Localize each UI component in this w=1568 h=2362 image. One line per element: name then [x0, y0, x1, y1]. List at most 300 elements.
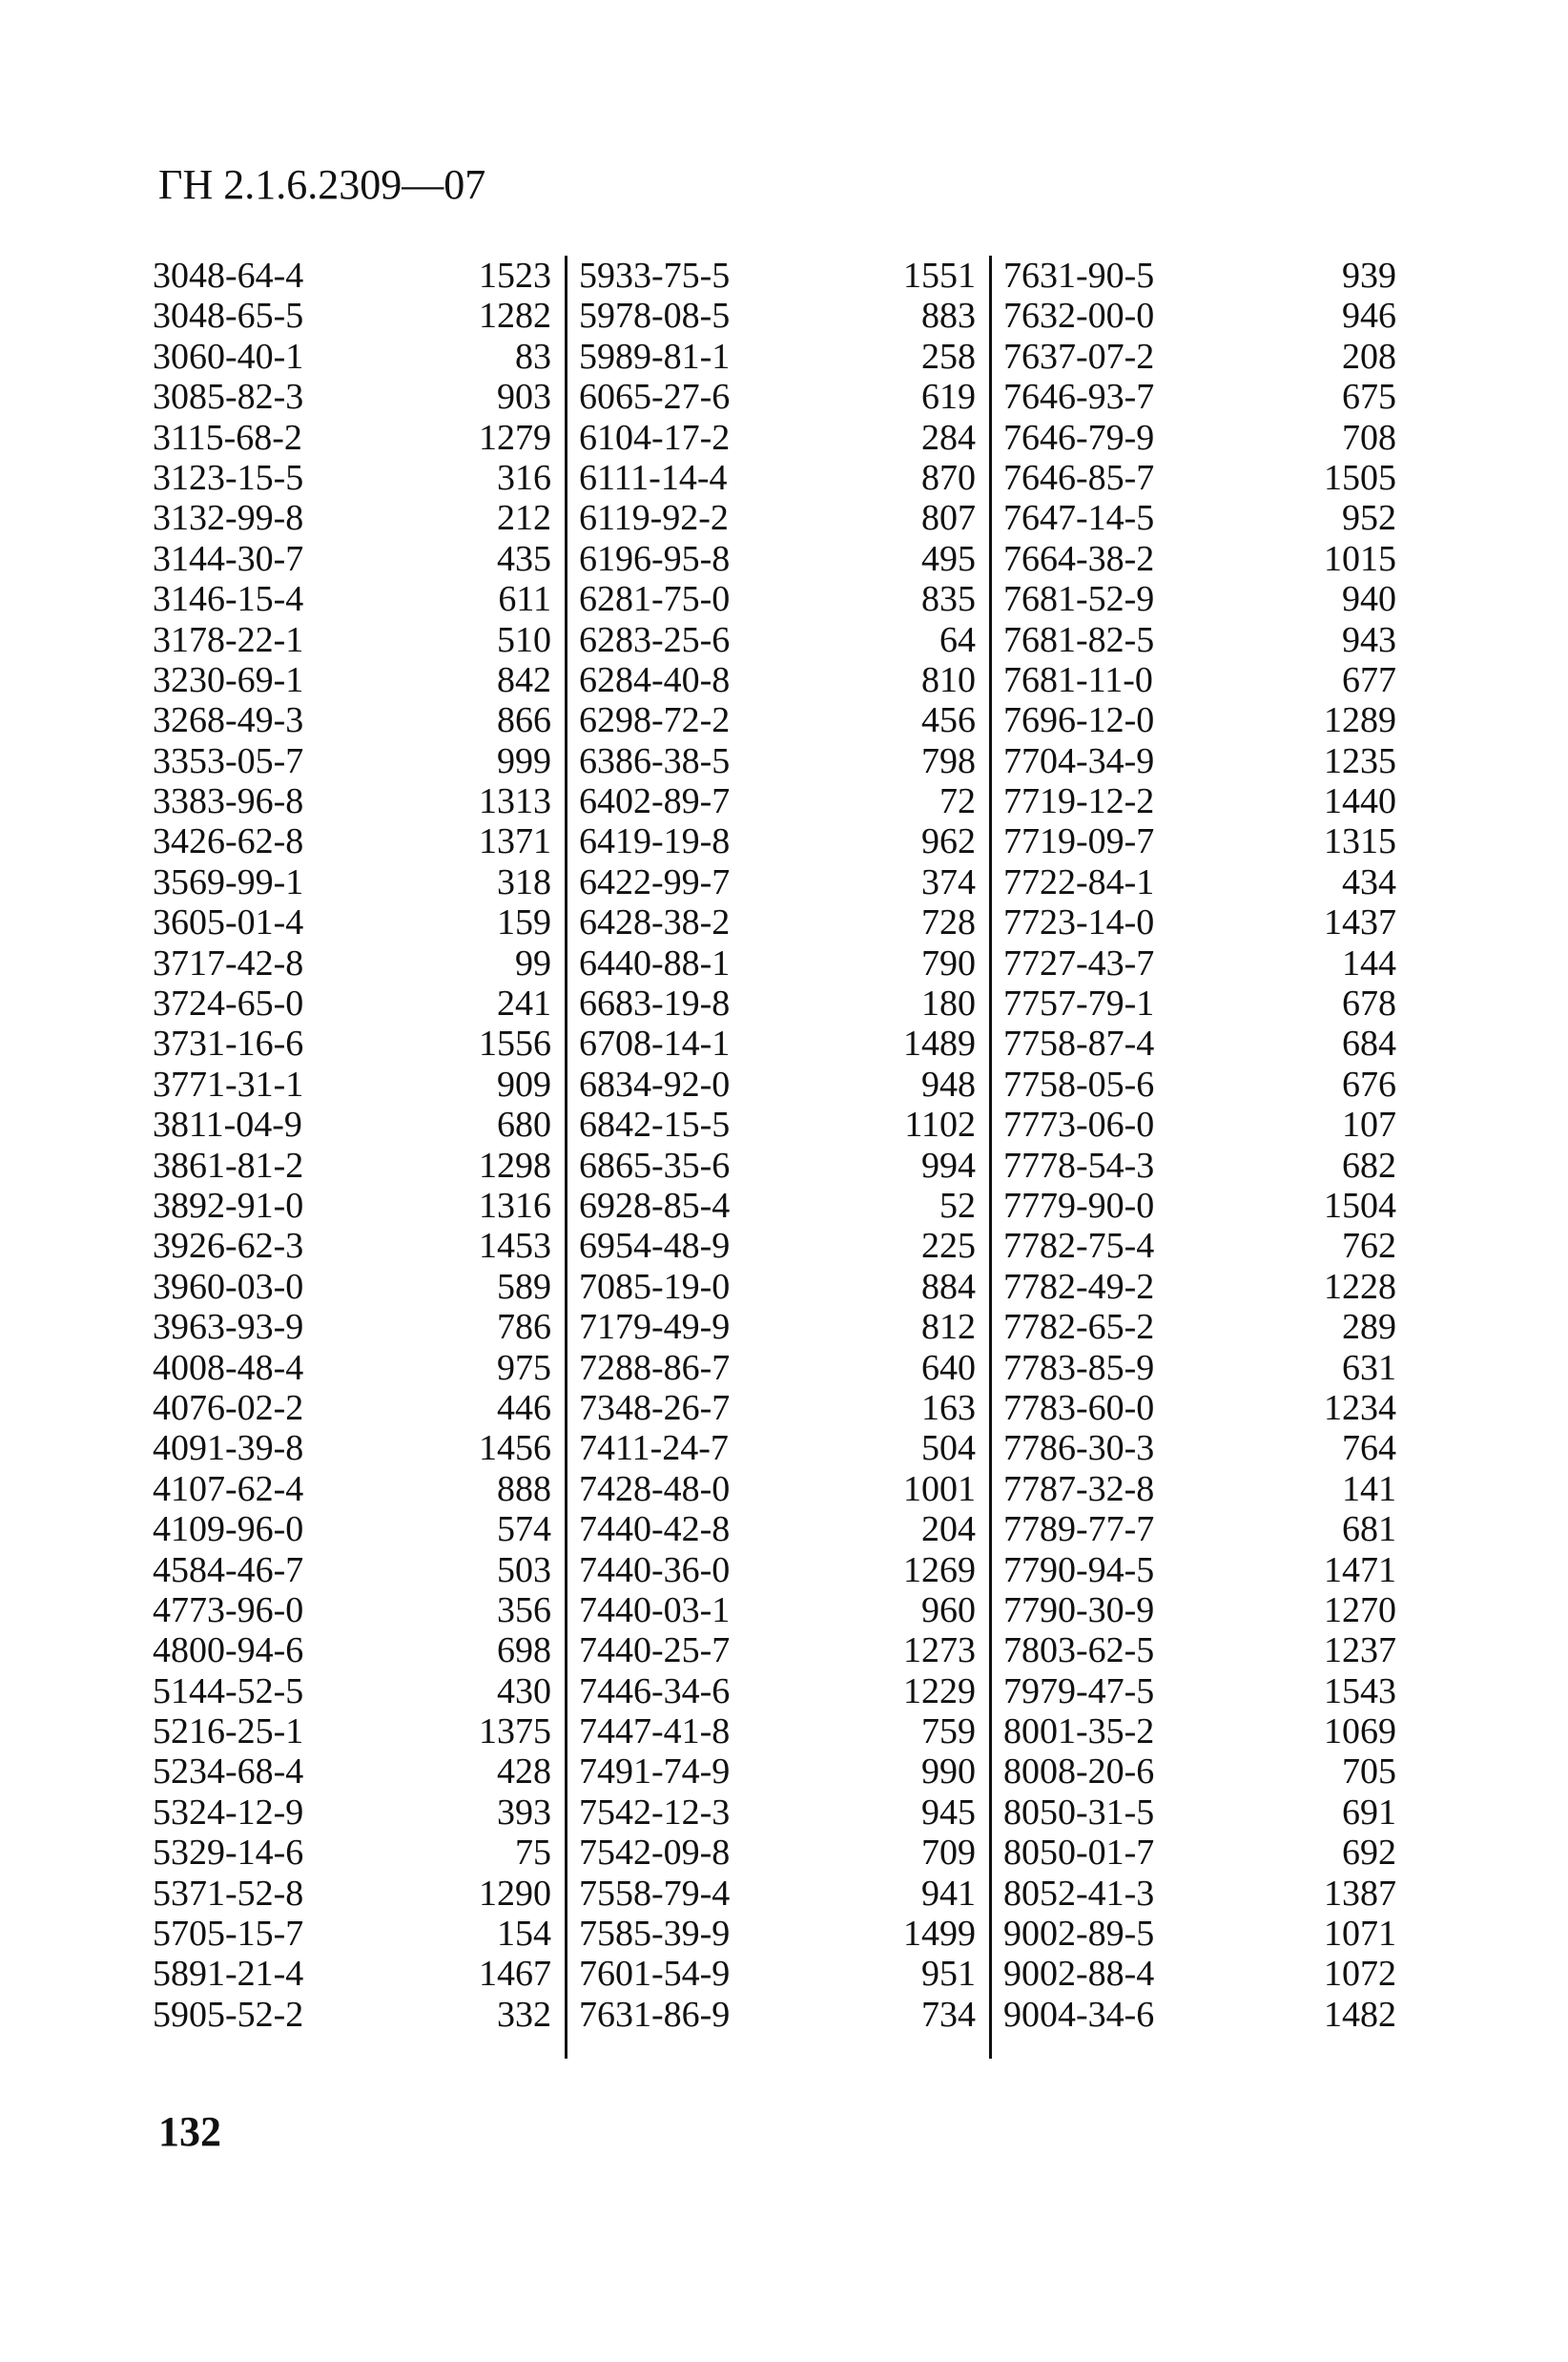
cas-number: 3771-31-1 — [153, 1064, 304, 1105]
entry-number: 1001 — [903, 1468, 976, 1509]
index-row — [153, 539, 565, 579]
cas-number: 7585-39-9 — [579, 1914, 731, 1955]
cas-number: 9004-34-6 — [1003, 1994, 1155, 2035]
entry-number: 1279 — [479, 417, 551, 458]
page-number: 132 — [158, 2108, 221, 2155]
cas-number: 3144-30-7 — [153, 538, 304, 579]
entry-number: 790 — [921, 943, 976, 984]
cas-number: 5371-52-8 — [153, 1873, 304, 1914]
cas-number: 7440-36-0 — [579, 1549, 731, 1590]
entry-number: 759 — [921, 1711, 976, 1752]
cas-number: 7288-86-7 — [579, 1347, 731, 1388]
index-row — [567, 1469, 989, 1509]
cas-number: 7085-19-0 — [579, 1266, 731, 1307]
cas-number: 7783-60-0 — [1003, 1387, 1155, 1428]
entry-number: 807 — [921, 498, 976, 539]
cas-number: 6119-92-2 — [579, 498, 729, 539]
index-row — [992, 781, 1412, 821]
entry-number: 681 — [1342, 1509, 1396, 1550]
cas-number: 7447-41-8 — [579, 1711, 731, 1752]
cas-number: 7558-79-4 — [579, 1873, 731, 1914]
index-column-1 — [153, 256, 565, 2059]
cas-number: 7723-14-0 — [1003, 902, 1155, 943]
entry-number: 1316 — [479, 1185, 551, 1226]
index-row — [992, 1428, 1412, 1468]
entry-number: 786 — [497, 1307, 551, 1348]
cas-number: 4091-39-8 — [153, 1428, 304, 1469]
index-row — [567, 539, 989, 579]
index-row — [153, 1874, 565, 1914]
index-row — [153, 1226, 565, 1266]
index-row — [992, 1954, 1412, 1994]
entry-number: 1375 — [479, 1711, 551, 1752]
entry-number: 1551 — [903, 256, 976, 296]
index-row — [992, 1024, 1412, 1064]
page-header: ГН 2.1.6.2309—07 — [158, 161, 486, 208]
cas-number: 5324-12-9 — [153, 1792, 304, 1833]
cas-number: 7440-25-7 — [579, 1630, 731, 1671]
entry-number: 1313 — [479, 781, 551, 822]
index-row — [567, 1388, 989, 1428]
index-row — [153, 1792, 565, 1833]
index-row — [567, 1833, 989, 1873]
index-row — [567, 1590, 989, 1630]
index-row — [567, 1509, 989, 1549]
cas-number: 6834-92-0 — [579, 1064, 731, 1105]
cas-number: 7348-26-7 — [579, 1387, 731, 1428]
index-row — [992, 1348, 1412, 1388]
entry-number: 960 — [921, 1589, 976, 1630]
index-row — [153, 1550, 565, 1590]
cas-number: 7631-86-9 — [579, 1994, 731, 2035]
cas-number: 3892-91-0 — [153, 1185, 304, 1226]
entry-number: 141 — [1342, 1468, 1396, 1509]
cas-number: 3123-15-5 — [153, 457, 304, 498]
entry-number: 1456 — [479, 1428, 551, 1469]
cas-number: 7782-75-4 — [1003, 1226, 1155, 1267]
index-row — [567, 700, 989, 740]
entry-number: 1467 — [479, 1954, 551, 1995]
index-row — [567, 902, 989, 943]
entry-number: 1015 — [1324, 538, 1396, 579]
index-row — [992, 1792, 1412, 1833]
index-row — [153, 1914, 565, 1954]
index-row — [992, 741, 1412, 781]
entry-number: 435 — [497, 538, 551, 579]
entry-number: 883 — [921, 296, 976, 337]
cas-number: 7719-09-7 — [1003, 821, 1155, 862]
entry-number: 1523 — [479, 256, 551, 296]
index-row — [567, 1307, 989, 1347]
index-row — [153, 1105, 565, 1145]
entry-number: 72 — [939, 781, 976, 822]
cas-number: 5933-75-5 — [579, 256, 731, 296]
entry-number: 1229 — [903, 1670, 976, 1711]
entry-number: 764 — [1342, 1428, 1396, 1469]
cas-number: 7446-34-6 — [579, 1670, 731, 1711]
index-row — [567, 1751, 989, 1792]
cas-number: 7773-06-0 — [1003, 1105, 1155, 1146]
index-row — [992, 579, 1412, 619]
cas-number: 7542-12-3 — [579, 1792, 731, 1833]
entry-number: 734 — [921, 1994, 976, 2035]
entry-number: 1235 — [1324, 740, 1396, 781]
index-column-2 — [565, 256, 989, 2059]
cas-number: 6683-19-8 — [579, 984, 731, 1025]
entry-number: 962 — [921, 821, 976, 862]
cas-number: 6428-38-2 — [579, 902, 731, 943]
cas-number: 6104-17-2 — [579, 417, 731, 458]
cas-number: 7440-03-1 — [579, 1589, 731, 1630]
cas-number: 6284-40-8 — [579, 659, 731, 700]
cas-number: 3426-62-8 — [153, 821, 304, 862]
index-row — [567, 1186, 989, 1226]
entry-number: 208 — [1342, 336, 1396, 377]
cas-number: 8050-31-5 — [1003, 1792, 1155, 1833]
cas-number: 7601-54-9 — [579, 1954, 731, 1995]
entry-number: 951 — [921, 1954, 976, 1995]
cas-number: 3569-99-1 — [153, 861, 304, 902]
index-row — [992, 256, 1412, 296]
index-row — [992, 862, 1412, 902]
entry-number: 678 — [1342, 984, 1396, 1025]
entry-number: 994 — [921, 1145, 976, 1186]
index-row — [153, 1995, 565, 2035]
entry-number: 866 — [497, 700, 551, 741]
cas-number: 7787-32-8 — [1003, 1468, 1155, 1509]
index-row — [567, 337, 989, 377]
entry-number: 83 — [515, 336, 551, 377]
entry-number: 975 — [497, 1347, 551, 1388]
cas-number: 7758-05-6 — [1003, 1064, 1155, 1105]
index-row — [153, 337, 565, 377]
index-row — [992, 296, 1412, 336]
entry-number: 1387 — [1324, 1873, 1396, 1914]
cas-number: 7411-24-7 — [579, 1428, 729, 1469]
cas-number: 6281-75-0 — [579, 579, 731, 620]
cas-number: 5891-21-4 — [153, 1954, 304, 1995]
entry-number: 75 — [515, 1833, 551, 1874]
index-row — [153, 1307, 565, 1347]
entry-number: 888 — [497, 1468, 551, 1509]
cas-number: 6954-48-9 — [579, 1226, 731, 1267]
cas-number: 7646-93-7 — [1003, 377, 1155, 418]
cas-number: 6928-85-4 — [579, 1185, 731, 1226]
index-row — [153, 1509, 565, 1549]
cas-number: 4107-62-4 — [153, 1468, 304, 1509]
cas-number: 6865-35-6 — [579, 1145, 731, 1186]
cas-number: 3085-82-3 — [153, 377, 304, 418]
entry-number: 316 — [497, 457, 551, 498]
entry-number: 728 — [921, 902, 976, 943]
entry-number: 705 — [1342, 1751, 1396, 1792]
cas-number: 5705-15-7 — [153, 1914, 304, 1955]
index-row — [567, 1630, 989, 1670]
entry-number: 1282 — [479, 296, 551, 337]
entry-number: 504 — [921, 1428, 976, 1469]
entry-number: 692 — [1342, 1833, 1396, 1874]
index-row — [153, 1388, 565, 1428]
entry-number: 52 — [939, 1185, 976, 1226]
cas-number: 7790-30-9 — [1003, 1589, 1155, 1630]
cas-number: 6708-14-1 — [579, 1024, 731, 1065]
index-row — [992, 1914, 1412, 1954]
entry-number: 1102 — [904, 1105, 976, 1146]
index-row — [992, 377, 1412, 417]
index-row — [567, 1874, 989, 1914]
index-row — [992, 1995, 1412, 2035]
cas-number: 3811-04-9 — [153, 1105, 302, 1146]
entry-number: 810 — [921, 659, 976, 700]
cas-number: 6283-25-6 — [579, 619, 731, 660]
index-row — [567, 1065, 989, 1105]
entry-number: 1228 — [1324, 1266, 1396, 1307]
index-row — [567, 984, 989, 1024]
cas-number: 5989-81-1 — [579, 336, 731, 377]
cas-number: 3132-99-8 — [153, 498, 304, 539]
cas-number: 5216-25-1 — [153, 1711, 304, 1752]
index-row — [153, 296, 565, 336]
entry-number: 144 — [1342, 943, 1396, 984]
cas-number: 4800-94-6 — [153, 1630, 304, 1671]
index-row — [567, 256, 989, 296]
index-row — [153, 1428, 565, 1468]
entry-number: 374 — [921, 861, 976, 902]
cas-number: 6422-99-7 — [579, 861, 731, 902]
entry-number: 284 — [921, 417, 976, 458]
index-row — [153, 1954, 565, 1994]
index-row — [567, 1711, 989, 1751]
cas-number: 7664-38-2 — [1003, 538, 1155, 579]
index-row — [567, 1914, 989, 1954]
cas-number: 7681-52-9 — [1003, 579, 1155, 620]
cas-number: 3926-62-3 — [153, 1226, 304, 1267]
entry-number: 940 — [1342, 579, 1396, 620]
entry-number: 393 — [497, 1792, 551, 1833]
index-row — [153, 1146, 565, 1186]
cas-number: 4076-02-2 — [153, 1387, 304, 1428]
cas-number: 3178-22-1 — [153, 619, 304, 660]
cas-number: 3963-93-9 — [153, 1307, 304, 1348]
entry-number: 99 — [515, 943, 551, 984]
cas-number: 3268-49-3 — [153, 700, 304, 741]
cas-number: 3115-68-2 — [153, 417, 302, 458]
cas-number: 5905-52-2 — [153, 1994, 304, 2035]
entry-number: 1072 — [1324, 1954, 1396, 1995]
entry-number: 870 — [921, 457, 976, 498]
cas-number: 8001-35-2 — [1003, 1711, 1155, 1752]
index-row — [153, 741, 565, 781]
entry-number: 318 — [497, 861, 551, 902]
entry-number: 946 — [1342, 296, 1396, 337]
index-row — [992, 1469, 1412, 1509]
entry-number: 356 — [497, 1589, 551, 1630]
cas-number: 6111-14-4 — [579, 457, 728, 498]
index-row — [992, 498, 1412, 538]
cas-number: 6298-72-2 — [579, 700, 731, 741]
cas-number: 6065-27-6 — [579, 377, 731, 418]
entry-number: 163 — [921, 1387, 976, 1428]
entry-number: 1489 — [903, 1024, 976, 1065]
index-row — [153, 1751, 565, 1792]
index-row — [567, 1792, 989, 1833]
cas-number: 7782-49-2 — [1003, 1266, 1155, 1307]
index-row — [567, 1024, 989, 1064]
cas-number: 3048-64-4 — [153, 256, 304, 296]
index-row — [153, 1833, 565, 1873]
cas-index-table — [153, 256, 1412, 2059]
index-row — [153, 418, 565, 458]
index-row — [153, 862, 565, 902]
entry-number: 446 — [497, 1387, 551, 1428]
entry-number: 1440 — [1324, 781, 1396, 822]
cas-number: 7786-30-3 — [1003, 1428, 1155, 1469]
index-row — [992, 943, 1412, 984]
index-row — [567, 1550, 989, 1590]
entry-number: 258 — [921, 336, 976, 377]
entry-number: 884 — [921, 1266, 976, 1307]
index-row — [567, 1226, 989, 1266]
entry-number: 684 — [1342, 1024, 1396, 1065]
index-row — [153, 579, 565, 619]
index-row — [992, 1711, 1412, 1751]
index-row — [992, 1833, 1412, 1873]
entry-number: 611 — [498, 579, 551, 620]
index-row — [992, 700, 1412, 740]
index-row — [153, 1267, 565, 1307]
index-row — [153, 498, 565, 538]
cas-number: 5234-68-4 — [153, 1751, 304, 1792]
cas-number: 3060-40-1 — [153, 336, 304, 377]
cas-number: 9002-89-5 — [1003, 1914, 1155, 1955]
cas-number: 3230-69-1 — [153, 659, 304, 700]
entry-number: 589 — [497, 1266, 551, 1307]
cas-number: 7779-90-0 — [1003, 1185, 1155, 1226]
entry-number: 154 — [497, 1914, 551, 1955]
index-row — [567, 620, 989, 660]
index-row — [567, 296, 989, 336]
index-row — [992, 539, 1412, 579]
cas-number: 6842-15-5 — [579, 1105, 731, 1146]
cas-number: 3861-81-2 — [153, 1145, 304, 1186]
index-row — [153, 943, 565, 984]
entry-number: 212 — [497, 498, 551, 539]
index-row — [992, 1146, 1412, 1186]
entry-number: 619 — [921, 377, 976, 418]
cas-number: 7719-12-2 — [1003, 781, 1155, 822]
entry-number: 1289 — [1324, 700, 1396, 741]
cas-number: 7681-82-5 — [1003, 619, 1155, 660]
entry-number: 1273 — [903, 1630, 976, 1671]
entry-number: 812 — [921, 1307, 976, 1348]
entry-number: 676 — [1342, 1064, 1396, 1105]
entry-number: 503 — [497, 1549, 551, 1590]
index-row — [992, 620, 1412, 660]
entry-number: 64 — [939, 619, 976, 660]
index-row — [153, 1024, 565, 1064]
cas-number: 7632-00-0 — [1003, 296, 1155, 337]
index-row — [153, 821, 565, 861]
cas-number: 7758-87-4 — [1003, 1024, 1155, 1065]
entry-number: 1237 — [1324, 1630, 1396, 1671]
entry-number: 1543 — [1324, 1670, 1396, 1711]
cas-number: 3724-65-0 — [153, 984, 304, 1025]
index-row — [567, 1348, 989, 1388]
index-row — [567, 579, 989, 619]
entry-number: 1482 — [1324, 1994, 1396, 2035]
index-row — [153, 1469, 565, 1509]
entry-number: 948 — [921, 1064, 976, 1105]
cas-number: 3960-03-0 — [153, 1266, 304, 1307]
cas-number: 6386-38-5 — [579, 740, 731, 781]
index-row — [153, 1711, 565, 1751]
index-row — [992, 1671, 1412, 1711]
cas-number: 7440-42-8 — [579, 1509, 731, 1550]
cas-number: 4008-48-4 — [153, 1347, 304, 1388]
entry-number: 941 — [921, 1873, 976, 1914]
cas-number: 3717-42-8 — [153, 943, 304, 984]
index-row — [992, 821, 1412, 861]
index-row — [567, 781, 989, 821]
index-row — [992, 1874, 1412, 1914]
entry-number: 682 — [1342, 1145, 1396, 1186]
cas-number: 7696-12-0 — [1003, 700, 1155, 741]
cas-number: 8008-20-6 — [1003, 1751, 1155, 1792]
entry-number: 640 — [921, 1347, 976, 1388]
cas-number: 7646-79-9 — [1003, 417, 1155, 458]
cas-number: 7631-90-5 — [1003, 256, 1155, 296]
index-row — [567, 660, 989, 700]
cas-number: 7803-62-5 — [1003, 1630, 1155, 1671]
index-row — [992, 1509, 1412, 1549]
index-row — [992, 660, 1412, 700]
cas-number: 7979-47-5 — [1003, 1670, 1155, 1711]
entry-number: 510 — [497, 619, 551, 660]
cas-number: 7778-54-3 — [1003, 1145, 1155, 1186]
entry-number: 999 — [497, 740, 551, 781]
cas-number: 7789-77-7 — [1003, 1509, 1155, 1550]
entry-number: 1071 — [1324, 1914, 1396, 1955]
index-row — [153, 902, 565, 943]
entry-number: 698 — [497, 1630, 551, 1671]
index-row — [992, 418, 1412, 458]
cas-number: 7790-94-5 — [1003, 1549, 1155, 1590]
entry-number: 943 — [1342, 619, 1396, 660]
index-row — [567, 498, 989, 538]
cas-number: 8050-01-7 — [1003, 1833, 1155, 1874]
index-row — [992, 1307, 1412, 1347]
entry-number: 1437 — [1324, 902, 1396, 943]
entry-number: 495 — [921, 538, 976, 579]
cas-number: 7782-65-2 — [1003, 1307, 1155, 1348]
entry-number: 1556 — [479, 1024, 551, 1065]
entry-number: 1505 — [1324, 457, 1396, 498]
entry-number: 1315 — [1324, 821, 1396, 862]
index-row — [153, 620, 565, 660]
cas-number: 7542-09-8 — [579, 1833, 731, 1874]
entry-number: 241 — [497, 984, 551, 1025]
index-row — [992, 337, 1412, 377]
cas-number: 6440-88-1 — [579, 943, 731, 984]
index-row — [567, 1995, 989, 2035]
cas-number: 4584-46-7 — [153, 1549, 304, 1590]
cas-number: 5144-52-5 — [153, 1670, 304, 1711]
index-row — [153, 1630, 565, 1670]
entry-number: 1290 — [479, 1873, 551, 1914]
entry-number: 430 — [497, 1670, 551, 1711]
cas-number: 6196-95-8 — [579, 538, 731, 579]
entry-number: 709 — [921, 1833, 976, 1874]
